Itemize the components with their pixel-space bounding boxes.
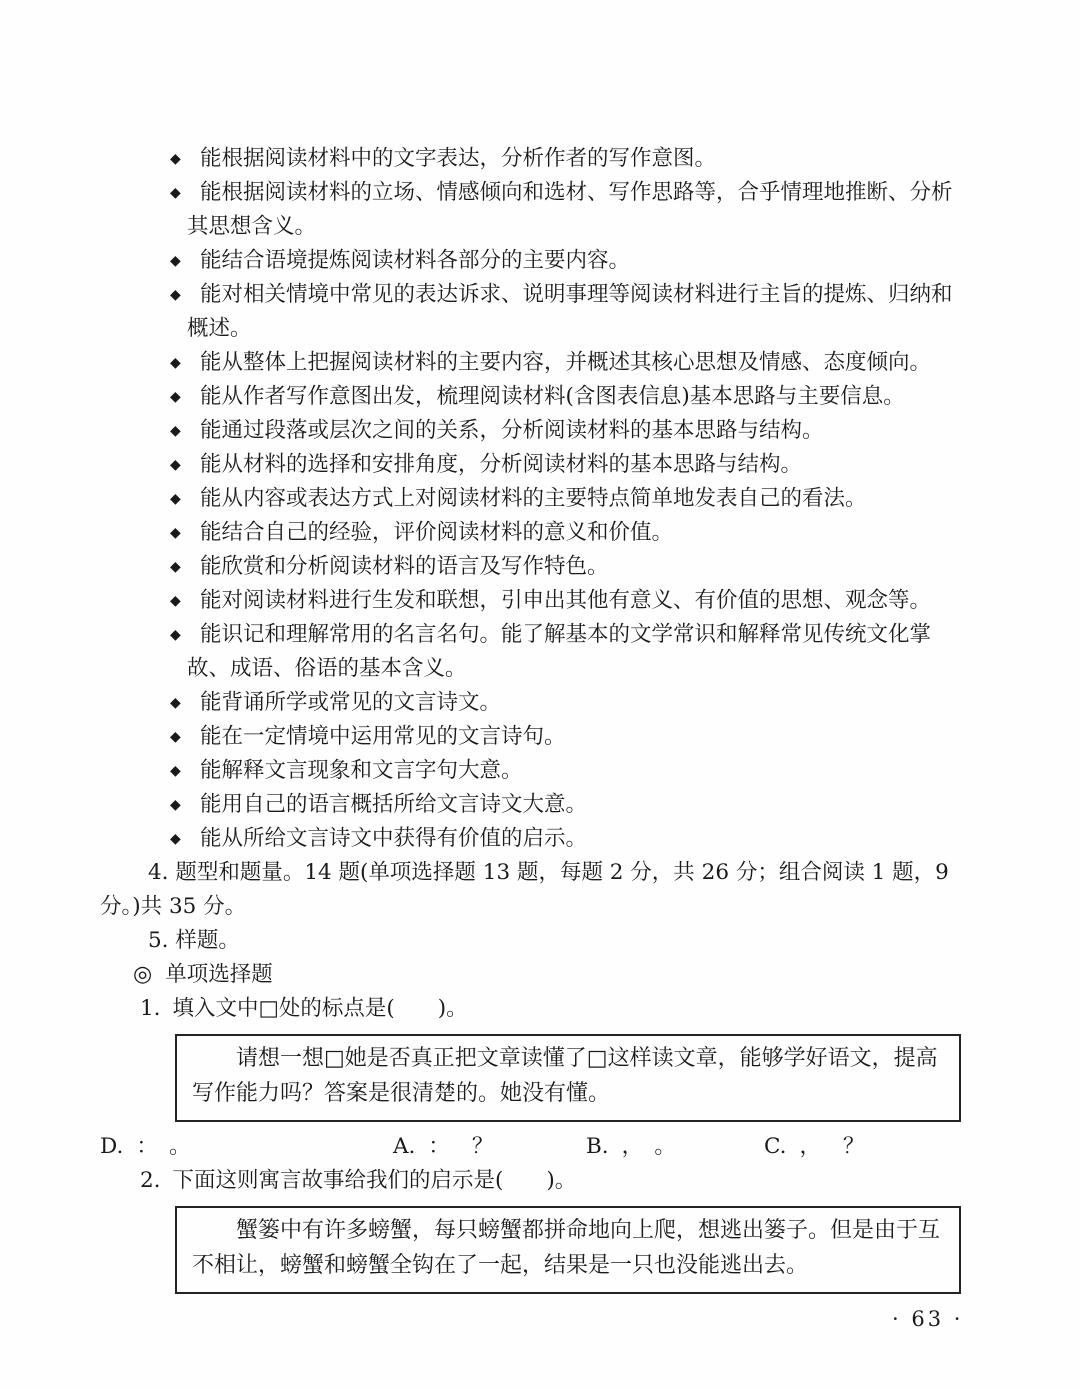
- option-value: ：。: [136, 1134, 213, 1159]
- page-number: · 63 ·: [892, 1307, 964, 1331]
- diamond-bullet-icon: ◆: [170, 559, 181, 575]
- question-2: [140, 1164, 966, 1198]
- list-item: [100, 448, 966, 482]
- ability-text: 能在一定情境中运用常见的文言诗句。: [200, 724, 566, 749]
- item-5-paragraph: 5. 样题。: [148, 928, 240, 953]
- list-item: [100, 176, 966, 244]
- answer-option: [100, 1130, 213, 1164]
- ability-text: 能用自己的语言概括所给文言诗文大意。: [200, 792, 588, 817]
- list-item: [100, 720, 966, 754]
- ability-text: 能结合自己的经验，评价阅读材料的意义和价值。: [200, 520, 674, 545]
- diamond-bullet-icon: ◆: [170, 355, 181, 371]
- ability-text: 能从作者写作意图出发，梳理阅读材料(含图表信息)基本思路与主要信息。: [200, 384, 905, 409]
- diamond-bullet-icon: ◆: [170, 253, 181, 269]
- section-title: 单项选择题: [165, 962, 273, 987]
- question-1-passage-box: [175, 1034, 961, 1122]
- diamond-bullet-icon: ◆: [170, 423, 181, 439]
- list-item: [100, 754, 966, 788]
- ability-text: 能结合语境提炼阅读材料各部分的主要内容。: [200, 248, 631, 273]
- diamond-bullet-icon: ◆: [170, 287, 181, 303]
- list-item: [100, 584, 966, 618]
- list-item: [100, 278, 966, 346]
- option-label: D.: [100, 1134, 124, 1159]
- ability-text: 能从内容或表达方式上对阅读材料的主要特点简单地发表自己的看法。: [200, 486, 867, 511]
- diamond-bullet-icon: ◆: [170, 593, 181, 609]
- diamond-bullet-icon: ◆: [170, 763, 181, 779]
- option-value: ：？: [428, 1134, 516, 1159]
- ability-text: 能解释文言现象和文言字句大意。: [200, 758, 523, 783]
- question-1-prompt: 填入文中□处的标点是( )。: [172, 996, 468, 1021]
- list-item: [100, 142, 966, 176]
- list-item: [100, 380, 966, 414]
- diamond-bullet-icon: ◆: [170, 797, 181, 813]
- ability-text: 能背诵所学或常见的文言诗文。: [200, 690, 502, 715]
- option-value: ，。: [621, 1134, 698, 1159]
- list-item: [100, 414, 966, 448]
- question-1-passage: 请想一想□她是否真正把文章读懂了□这样读文章，能够学好语文，提高写作能力吗？答案是很清楚的。她没有懂。: [192, 1046, 938, 1106]
- ability-text: 能根据阅读材料的立场、情感倾向和选材、写作思路等，合乎情理地推断、分析其思想含义。: [187, 180, 953, 239]
- diamond-bullet-icon: ◆: [170, 457, 181, 473]
- ability-text: 能根据阅读材料中的文字表达，分析作者的写作意图。: [200, 146, 717, 171]
- option-label: B.: [586, 1134, 609, 1159]
- page-content: [100, 142, 966, 1294]
- option-label: A.: [393, 1134, 416, 1159]
- ability-text: 能从整体上把握阅读材料的主要内容，并概述其核心思想及情感、态度倾向。: [200, 350, 932, 375]
- list-item: [100, 822, 966, 856]
- question-2-number: 2.: [140, 1168, 161, 1193]
- ability-list: [100, 142, 966, 856]
- diamond-bullet-icon: ◆: [170, 389, 181, 405]
- ability-text: 能对阅读材料进行生发和联想，引申出其他有意义、有价值的思想、观念等。: [200, 588, 932, 613]
- list-item: [100, 346, 966, 380]
- answer-option: [393, 1130, 515, 1164]
- answer-option: [586, 1130, 698, 1164]
- ability-text: 能对相关情境中常见的表达诉求、说明事理等阅读材料进行主旨的提炼、归纳和概述。: [187, 282, 953, 341]
- ability-text: 能欣赏和分析阅读材料的语言及写作特色。: [200, 554, 609, 579]
- diamond-bullet-icon: ◆: [170, 729, 181, 745]
- item-4-paragraph: 4. 题型和题量。14 题(单项选择题 13 题，每题 2 分，共 26 分；组合阅读 1 题，9 分。)共 35 分。: [100, 860, 949, 919]
- diamond-bullet-icon: ◆: [170, 185, 181, 201]
- ability-text: 能通过段落或层次之间的关系，分析阅读材料的基本思路与结构。: [200, 418, 824, 443]
- ability-text: 能从材料的选择和安排角度，分析阅读材料的基本思路与结构。: [200, 452, 803, 477]
- section-marker-icon: ◎: [133, 962, 153, 987]
- answer-option: [764, 1130, 887, 1164]
- diamond-bullet-icon: ◆: [170, 831, 181, 847]
- list-item: [100, 550, 966, 584]
- question-1: [140, 992, 966, 1026]
- list-item: [100, 516, 966, 550]
- question-2-passage-box: [175, 1206, 961, 1294]
- list-item: [100, 618, 966, 686]
- question-1-options: [100, 1130, 966, 1164]
- diamond-bullet-icon: ◆: [170, 627, 181, 643]
- question-1-number: 1.: [140, 996, 161, 1021]
- diamond-bullet-icon: ◆: [170, 695, 181, 711]
- list-item: [100, 788, 966, 822]
- list-item: [100, 686, 966, 720]
- question-2-prompt: 下面这则寓言故事给我们的启示是( )。: [172, 1168, 577, 1193]
- ability-text: 能识记和理解常用的名言名句。能了解基本的文学常识和解释常见传统文化掌故、成语、俗语的基本含义。: [187, 622, 932, 681]
- single-choice-section-header: [133, 958, 966, 992]
- diamond-bullet-icon: ◆: [170, 151, 181, 167]
- diamond-bullet-icon: ◆: [170, 525, 181, 541]
- diamond-bullet-icon: ◆: [170, 491, 181, 507]
- option-value: ，？: [799, 1134, 887, 1159]
- list-item: [100, 482, 966, 516]
- question-2-passage: 蟹篓中有许多螃蟹，每只螃蟹都拼命地向上爬，想逃出篓子。但是由于互不相让，螃蟹和螃蟹全钩在了一起，结果是一只也没能逃出去。: [192, 1218, 941, 1278]
- option-label: C.: [764, 1134, 787, 1159]
- ability-text: 能从所给文言诗文中获得有价值的启示。: [200, 826, 588, 851]
- list-item: [100, 244, 966, 278]
